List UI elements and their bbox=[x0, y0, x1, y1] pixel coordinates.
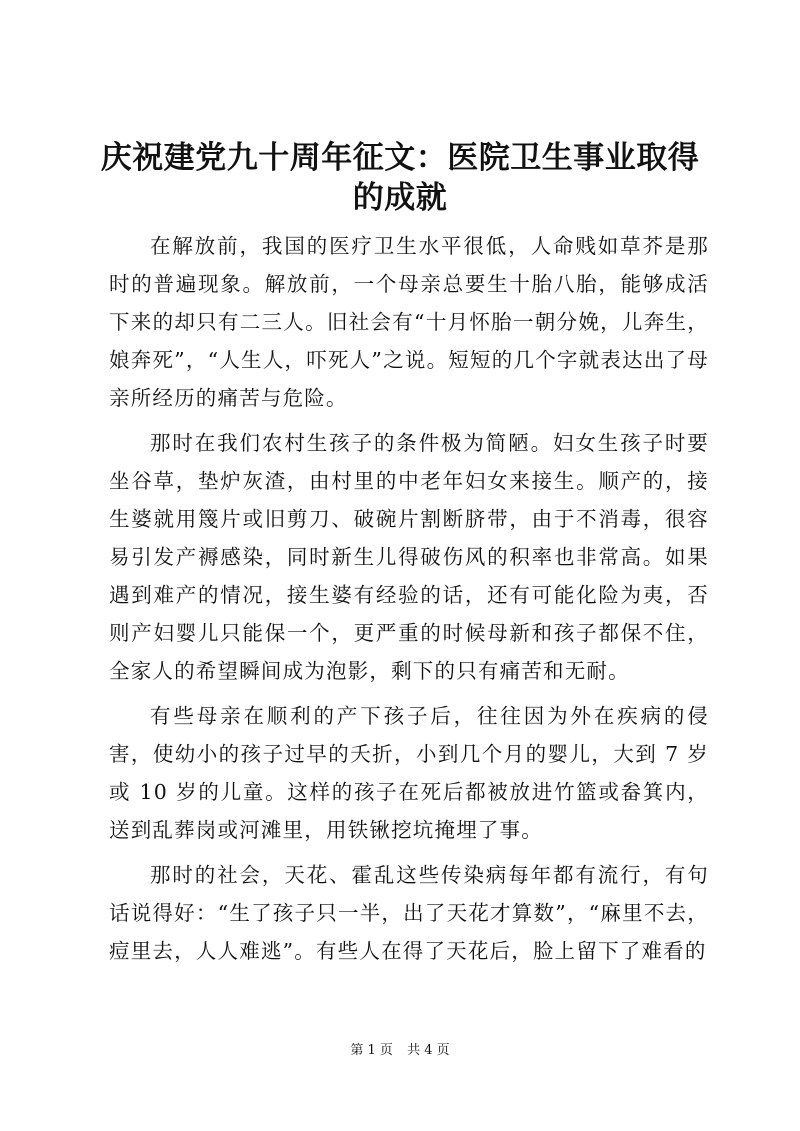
paragraph-3: 有些母亲在顺利的产下孩子后，往往因为外在疾病的侵害，使幼小的孩子过早的夭折，小到几个月的婴儿，大到 7 岁或 10 岁的儿童。这样的孩子在死后都被放进竹篮或畚箕内，送到乱葬岗或河滩里，用铁锹挖坑掩埋了事。 bbox=[109, 704, 709, 842]
document-title: 庆祝建党九十周年征文：医院卫生事业取得的成就 bbox=[100, 140, 700, 216]
page-total: 共 4 页 bbox=[407, 1043, 450, 1058]
paragraph-2: 那时在我们农村生孩子的条件极为简陋。妇女生孩子时要坐谷草，垫炉灰渣，由村里的中老年妇女来接生。顺产的，接生婆就用篾片或旧剪刀、破碗片割断脐带，由于不消毒，很容易引发产褥感染，同时新生儿得破伤风的积率也非常高。如果遇到难产的情况，接生婆有经验的话，还有可能化险为夷，否则产妇婴儿只能保一个，更严重的时候母新和孩子都保不住，全家人的希望瞬间成为泡影，剩下的只有痛苦和无耐。 bbox=[109, 431, 709, 683]
page-number: 第 1 页 bbox=[350, 1043, 393, 1058]
document-body bbox=[109, 227, 709, 970]
paragraph-4: 那时的社会，天花、霍乱这些传染病每年都有流行，有句话说得好：“生了孩子只一半，出了天花才算数”，“麻里不去，痘里去，人人难逃”。有些人在得了天花后，脸上留下了难看的 bbox=[109, 863, 709, 963]
page-footer bbox=[0, 1042, 800, 1060]
paragraph-1: 在解放前，我国的医疗卫生水平很低，人命贱如草芥是那时的普遍现象。解放前，一个母亲总要生十胎八胎，能够成活下来的却只有二三人。旧社会有“十月怀胎一朝分娩，儿奔生，娘奔死”，“人生人，吓死人”之说。短短的几个字就表达出了母亲所经历的痛苦与危险。 bbox=[109, 234, 709, 410]
